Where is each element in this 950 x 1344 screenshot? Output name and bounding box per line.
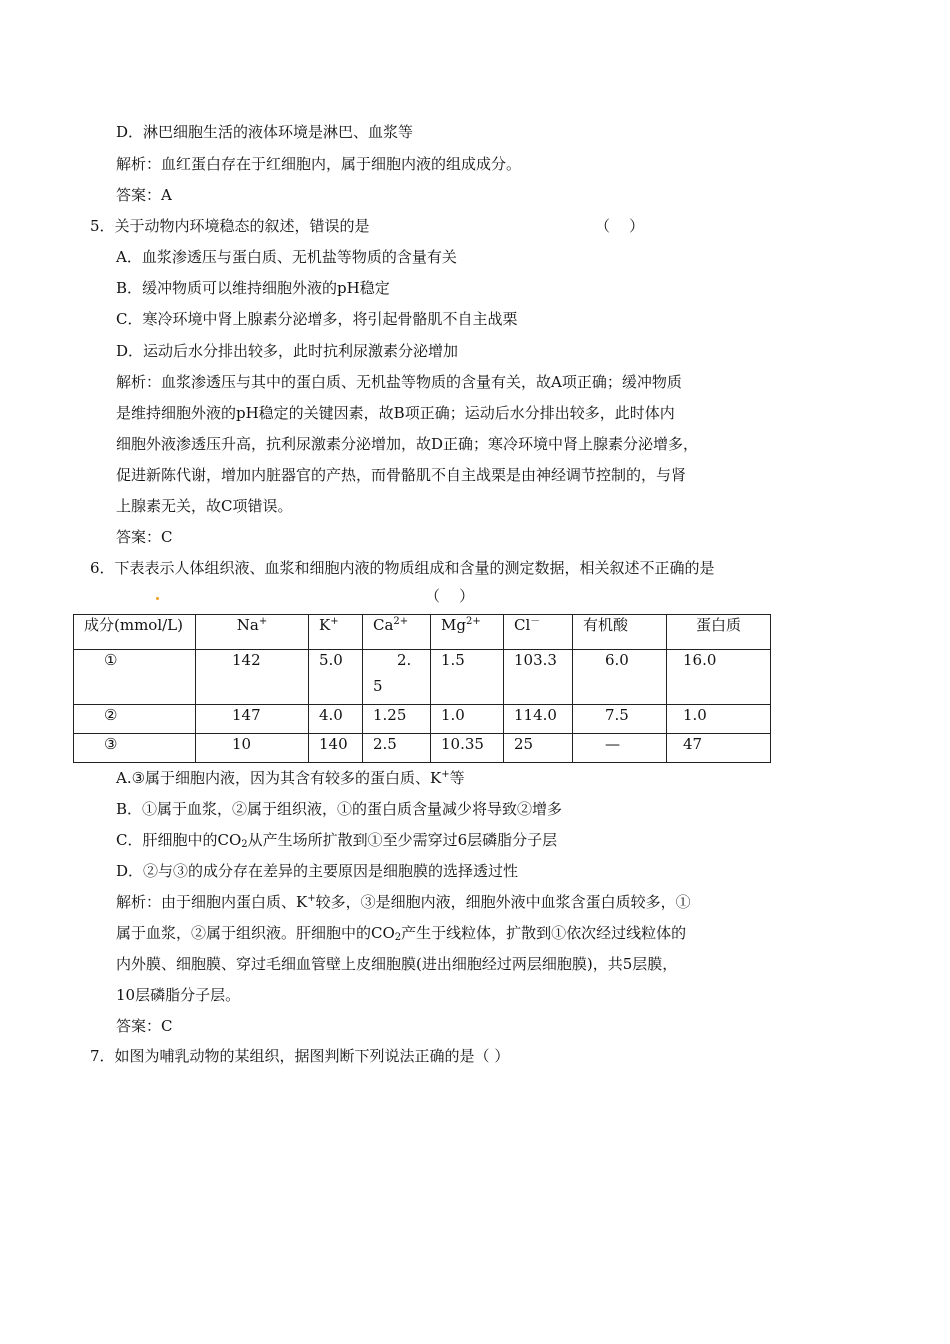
q5-option-b: B．缓冲物质可以维持细胞外液的pH稳定 xyxy=(116,279,390,297)
q5-stem: 5．关于动物内环境稳态的叙述，错误的是 xyxy=(90,217,370,235)
table-cell: 2.5 xyxy=(363,734,431,763)
q5-analysis-line: 细胞外液渗透压升高，抗利尿激素分泌增加，故D正确；寒冷环境中肾上腺素分泌增多， xyxy=(116,435,699,453)
table-header-row xyxy=(74,615,771,650)
q6-paren: （ ） xyxy=(425,587,475,605)
row-label: ① xyxy=(74,650,196,705)
row-label: ③ xyxy=(74,734,196,763)
q6-analysis-line: 解析：由于细胞内蛋白质、K+较多，③是细胞内液，细胞外液中血浆含蛋白质较多，① xyxy=(116,893,691,911)
table-cell: 7.5 xyxy=(573,705,667,734)
row-label: ② xyxy=(74,705,196,734)
q5-paren: （ ） xyxy=(595,217,645,235)
header-cell: Cl－ xyxy=(504,615,573,650)
table-cell: 1.0 xyxy=(667,705,771,734)
q6-option-a: A.③属于细胞内液，因为其含有较多的蛋白质、K+等 xyxy=(116,769,465,787)
table-cell: 142 xyxy=(196,650,309,705)
table-row xyxy=(74,650,771,705)
header-cell: $Mg^{2+}$ xyxy=(431,615,504,650)
table-cell: 4.0 xyxy=(309,705,363,734)
header-cell: 成分(mmol/L) xyxy=(74,615,196,650)
q6-stem: 6．下表表示人体组织液、血浆和细胞内液的物质组成和含量的测定数据，相关叙述不正确的是 xyxy=(90,559,715,577)
q5-analysis-line: 促进新陈代谢，增加内脏器官的产热，而骨骼肌不自主战栗是由神经调节控制的，与肾 xyxy=(116,466,687,484)
table-cell: 147 xyxy=(196,705,309,734)
table-cell: 5.0 xyxy=(309,650,363,705)
table-cell: 6.0 xyxy=(573,650,667,705)
table-cell: 140 xyxy=(309,734,363,763)
header-cell: 蛋白质 xyxy=(667,615,771,650)
q5-analysis-line: 上腺素无关，故C项错误。 xyxy=(116,497,293,515)
q5-answer: 答案：C xyxy=(116,528,173,546)
table-row xyxy=(74,705,771,734)
q7-stem: 7．如图为哺乳动物的某组织，据图判断下列说法正确的是（ ） xyxy=(90,1047,510,1065)
table-cell: 10.35 xyxy=(431,734,504,763)
q6-analysis-line: 10层磷脂分子层。 xyxy=(116,986,241,1004)
q5-option-d: D．运动后水分排出较多，此时抗利尿激素分泌增加 xyxy=(116,342,459,360)
q6-analysis-line: 属于血浆，②属于组织液。肝细胞中的$CO_2$产生于线粒体，扩散到①依次经过线粒体的 xyxy=(116,924,687,943)
table-cell: 1.25 xyxy=(363,705,431,734)
table-cell: 10 xyxy=(196,734,309,763)
q4-answer: 答案：A xyxy=(116,186,172,204)
header-cell: $Ca^{2+}$ xyxy=(363,615,431,650)
table-cell: 1.5 xyxy=(431,650,504,705)
q5-option-c: C．寒冷环境中肾上腺素分泌增多，将引起骨骼肌不自主战栗 xyxy=(116,310,518,328)
header-cell: 有机酸 xyxy=(573,615,667,650)
header-cell: Na+ xyxy=(196,615,309,650)
table-cell: 1.0 xyxy=(431,705,504,734)
decorative-dot xyxy=(156,597,159,600)
q6-option-b: B．①属于血浆，②属于组织液，①的蛋白质含量减少将导致②增多 xyxy=(116,800,563,818)
q6-option-d: D．②与③的成分存在差异的主要原因是细胞膜的选择透过性 xyxy=(116,862,519,880)
table-row xyxy=(74,734,771,763)
q4-option-d: D．淋巴细胞生活的液体环境是淋巴、血浆等 xyxy=(116,123,414,141)
table-cell: 25 xyxy=(504,734,573,763)
q6-analysis-line: 内外膜、细胞膜、穿过毛细血管壁上皮细胞膜(进出细胞经过两层细胞膜)，共5层膜， xyxy=(116,955,678,973)
q5-analysis-line: 是维持细胞外液的pH稳定的关键因素，故B项正确；运动后水分排出较多，此时体内 xyxy=(116,404,675,422)
composition-table xyxy=(73,614,771,763)
q5-analysis-line: 解析：血浆渗透压与其中的蛋白质、无机盐等物质的含量有关，故A项正确；缓冲物质 xyxy=(116,373,682,391)
q4-analysis: 解析：血红蛋白存在于红细胞内，属于细胞内液的组成成分。 xyxy=(116,155,522,173)
q5-option-a: A．血浆渗透压与蛋白质、无机盐等物质的含量有关 xyxy=(116,248,457,266)
table-cell: — xyxy=(573,734,667,763)
table-cell: 114.0 xyxy=(504,705,573,734)
q6-option-c: C．肝细胞中的$CO_2$从产生场所扩散到①至少需穿过6层磷脂分子层 xyxy=(116,831,558,850)
table-cell: 16.0 xyxy=(667,650,771,705)
header-cell: K+ xyxy=(309,615,363,650)
q6-answer: 答案：C xyxy=(116,1017,173,1035)
table-cell: 2. 5 xyxy=(363,650,431,705)
table-cell: 103.3 xyxy=(504,650,573,705)
table-cell: 47 xyxy=(667,734,771,763)
